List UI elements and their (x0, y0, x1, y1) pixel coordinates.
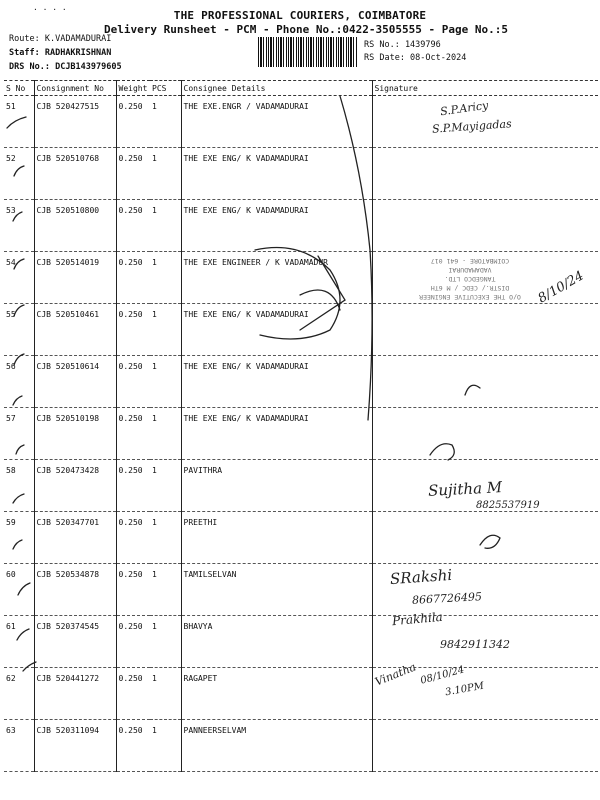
route-value: K.VADAMADURAI (44, 34, 112, 44)
signature-stroke (430, 444, 454, 460)
tick-mark (13, 396, 22, 405)
row-consignment: CJB 520510800 (34, 200, 116, 252)
rs-number: RS No.: 1439796 (364, 40, 441, 50)
signature-59: Sujitha M (427, 478, 503, 500)
row-consignment: CJB 520510768 (34, 148, 116, 200)
row-weight: 0.250 (116, 304, 150, 356)
col-signature: Signature (372, 81, 598, 96)
row-consignee: THE EXE ENGINEER / K VADAMADUR (181, 252, 372, 304)
phone-59: 8825537919 (476, 500, 540, 511)
signature-51b: S.P.Mayigadas (431, 117, 513, 136)
tick-mark (14, 166, 24, 176)
tick-mark (7, 117, 26, 128)
row-consignment: CJB 520514019 (34, 252, 116, 304)
row-sno: 62 (4, 668, 34, 720)
tick-mark (14, 354, 24, 365)
signature-63: Vinatha (373, 660, 418, 689)
col-pcs: PCS (150, 81, 181, 96)
row-pcs: 1 (150, 564, 181, 616)
row-consignee: PAVITHRA (181, 460, 372, 512)
signature-stroke (300, 256, 345, 330)
date-55: 8/10/24 (535, 268, 587, 307)
row-pcs: 1 (150, 304, 181, 356)
row-consignee: THE EXE ENG/ K VADAMADURAI (181, 356, 372, 408)
row-consignee: THE EXE.ENGR / VADAMADURAI (181, 96, 372, 148)
row-pcs: 1 (150, 616, 181, 668)
row-weight: 0.250 (116, 148, 150, 200)
tick-mark (13, 494, 24, 503)
tick-mark (14, 305, 24, 316)
row-weight: 0.250 (116, 200, 150, 252)
signature-62: Prakhila (391, 609, 444, 629)
row-consignee: BHAVYA (181, 616, 372, 668)
row-sno: 51 (4, 96, 34, 148)
row-consignee: TAMILSELVAN (181, 564, 372, 616)
row-sno: 61 (4, 616, 34, 668)
tick-mark (23, 662, 36, 671)
row-consignment: CJB 520534878 (34, 564, 116, 616)
row-sno: 55 (4, 304, 34, 356)
signature-61: SRakshi (389, 565, 453, 589)
date-63: 08/10/24 (419, 664, 466, 687)
row-consignment: CJB 520374545 (34, 616, 116, 668)
row-sno: 53 (4, 200, 34, 252)
route-label: Route: (9, 34, 40, 44)
row-consignment: CJB 520441272 (34, 668, 116, 720)
tick-mark (16, 445, 24, 454)
row-consignment: CJB 520510198 (34, 408, 116, 460)
row-consignee: PANNEERSELVAM (181, 720, 372, 772)
row-consignee: THE EXE ENG/ K VADAMADURAI (181, 200, 372, 252)
row-weight: 0.250 (116, 252, 150, 304)
office-stamp: O/O THE EXECUTIVE ENGINEER DISTR./ CEDC / M 6TH TANGEDCO LTD. VADAMADURAI COIMBATORE - 641 017 (419, 257, 521, 301)
signature-stroke (255, 248, 340, 340)
col-sno: S No (4, 81, 34, 96)
signature-stroke (480, 535, 500, 548)
row-pcs: 1 (150, 356, 181, 408)
row-sno: 63 (4, 720, 34, 772)
signature-51a: S.P.Aricy (439, 98, 490, 119)
tick-mark (13, 212, 22, 221)
company-title: THE PROFESSIONAL COURIERS, COIMBATORE (173, 9, 427, 22)
row-consignment: CJB 520510461 (34, 304, 116, 356)
row-consignee: PREETHI (181, 512, 372, 564)
drs-value: DCJB143979605 (55, 62, 122, 72)
row-pcs: 1 (150, 96, 181, 148)
row-pcs: 1 (150, 720, 181, 772)
row-pcs: 1 (150, 408, 181, 460)
signature-stroke (465, 385, 480, 395)
row-weight: 0.250 (116, 356, 150, 408)
header-dots: · · · · (33, 5, 67, 14)
row-weight: 0.250 (116, 408, 150, 460)
phone-62: 9842911342 (440, 638, 510, 651)
row-weight: 0.250 (116, 668, 150, 720)
row-sno: 60 (4, 564, 34, 616)
row-sno: 56 (4, 356, 34, 408)
row-pcs: 1 (150, 668, 181, 720)
col-consignment: Consignment No (34, 81, 116, 96)
row-pcs: 1 (150, 460, 181, 512)
row-sno: 58 (4, 460, 34, 512)
row-weight: 0.250 (116, 460, 150, 512)
tick-mark (13, 540, 22, 549)
row-sno: 57 (4, 408, 34, 460)
staff-label: Staff: (9, 48, 40, 58)
phone-61: 8667726495 (411, 590, 483, 607)
tick-mark (14, 259, 24, 269)
row-weight: 0.250 (116, 96, 150, 148)
row-consignee: THE EXE ENG/ K VADAMADURAI (181, 304, 372, 356)
row-consignee: THE EXE ENG/ K VADAMADURAI (181, 408, 372, 460)
row-weight: 0.250 (116, 720, 150, 772)
col-consignee: Consignee Details (181, 81, 372, 96)
tick-mark (18, 583, 30, 595)
row-weight: 0.250 (116, 616, 150, 668)
row-sno: 54 (4, 252, 34, 304)
row-pcs: 1 (150, 200, 181, 252)
row-pcs: 1 (150, 252, 181, 304)
drs-label: DRS No.: (9, 62, 50, 72)
row-weight: 0.250 (116, 564, 150, 616)
time-63: 3.10PM (444, 680, 485, 699)
signature-stroke (340, 96, 372, 420)
row-weight: 0.250 (116, 512, 150, 564)
row-sno: 59 (4, 512, 34, 564)
row-consignment: CJB 520510614 (34, 356, 116, 408)
row-pcs: 1 (150, 148, 181, 200)
row-consignment: CJB 520311094 (34, 720, 116, 772)
runsheet-subtitle: Delivery Runsheet - PCM - Phone No.:0422-3505555 - Page No.:5 (104, 23, 508, 36)
row-consignee: RAGAPET (181, 668, 372, 720)
rs-date: RS Date: 08-Oct-2024 (364, 53, 467, 63)
row-consignment: CJB 520473428 (34, 460, 116, 512)
row-pcs: 1 (150, 512, 181, 564)
row-consignee: THE EXE ENG/ K VADAMADURAI (181, 148, 372, 200)
row-consignment: CJB 520427515 (34, 96, 116, 148)
col-weight: Weight (116, 81, 150, 96)
staff-value: RADHAKRISHNAN (44, 48, 112, 58)
row-consignment: CJB 520347701 (34, 512, 116, 564)
row-sno: 52 (4, 148, 34, 200)
tick-mark (17, 629, 29, 640)
